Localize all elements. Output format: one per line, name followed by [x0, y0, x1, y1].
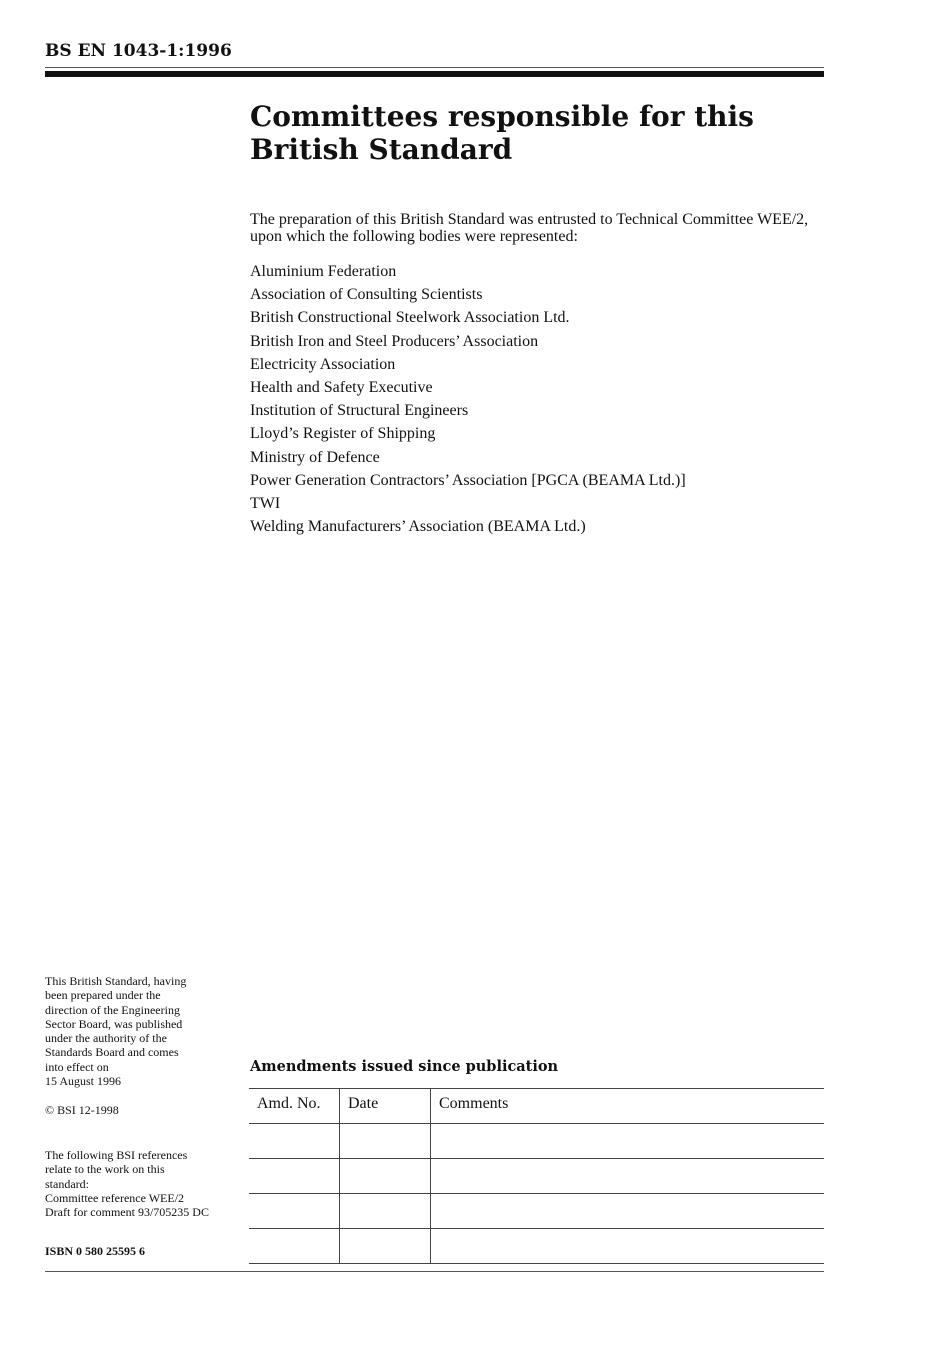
body-item: Association of Consulting Scientists: [250, 286, 483, 304]
body-item: Ministry of Defence: [250, 448, 380, 466]
publication-note-line: Sector Board, was published: [45, 1016, 183, 1031]
page-title-line-2: British Standard: [250, 133, 513, 166]
comments-cell: [431, 1124, 825, 1159]
references-note-line: relate to the work on this: [45, 1162, 165, 1177]
body-item: Welding Manufacturers’ Association (BEAMA Ltd.): [250, 518, 586, 536]
references-note-line: standard:: [45, 1176, 89, 1191]
amendments-table: [249, 1088, 824, 1264]
column-header-comments: Comments: [431, 1089, 825, 1124]
publication-note: [45, 974, 245, 1088]
body-item: Power Generation Contractors’ Association [PGCA (BEAMA Ltd.)]: [250, 471, 686, 489]
comments-cell: [431, 1194, 825, 1229]
amendments-title: Amendments issued since publication: [250, 1058, 559, 1075]
amd-no-cell: [249, 1229, 340, 1264]
table-row: [249, 1159, 824, 1194]
body-item: TWI: [250, 494, 281, 512]
isbn: ISBN 0 580 25595 6: [45, 1244, 146, 1258]
publication-note-line: into effect on: [45, 1059, 109, 1074]
amendments-header-row: [249, 1089, 824, 1124]
body-item: British Constructional Steelwork Association Ltd.: [250, 309, 570, 327]
table-row: [249, 1194, 824, 1229]
publication-note-line: Standards Board and comes: [45, 1045, 179, 1060]
date-cell: [340, 1124, 431, 1159]
publication-note-line: been prepared under the: [45, 988, 161, 1003]
page-title: [250, 100, 810, 166]
represented-bodies-list: [250, 263, 686, 541]
column-header-amd-no: Amd. No.: [249, 1089, 340, 1124]
body-item: Health and Safety Executive: [250, 378, 433, 396]
body-item: Electricity Association: [250, 355, 396, 373]
comments-cell: [431, 1229, 825, 1264]
footer-rule: [45, 1271, 824, 1272]
references-note-line: Committee reference WEE/2: [45, 1190, 185, 1205]
intro-paragraph: The preparation of this British Standard was entrusted to Technical Committee WEE/2, upon which the following bodies were represented:: [250, 211, 809, 245]
page-title-line-1: Committees responsible for this: [250, 100, 754, 133]
table-row: [249, 1124, 824, 1159]
header-thick-rule: [45, 71, 824, 77]
bsi-references-note: [45, 1148, 245, 1219]
document-code: BS EN 1043-1:1996: [45, 41, 232, 61]
publication-note-line: under the authority of the: [45, 1031, 167, 1046]
references-note-line: Draft for comment 93/705235 DC: [45, 1205, 209, 1220]
body-item: British Iron and Steel Producers’ Association: [250, 332, 539, 350]
header-thin-rule: [45, 67, 824, 68]
date-cell: [340, 1229, 431, 1264]
copyright-notice: © BSI 12-1998: [45, 1103, 119, 1117]
publication-note-line: This British Standard, having: [45, 974, 187, 988]
date-cell: [340, 1194, 431, 1229]
publication-note-line: 15 August 1996: [45, 1074, 122, 1089]
comments-cell: [431, 1159, 825, 1194]
amd-no-cell: [249, 1124, 340, 1159]
body-item: Institution of Structural Engineers: [250, 402, 469, 420]
body-item: Lloyd’s Register of Shipping: [250, 425, 436, 443]
references-note-line: The following BSI references: [45, 1148, 188, 1162]
body-item: Aluminium Federation: [250, 263, 397, 280]
date-cell: [340, 1159, 431, 1194]
amd-no-cell: [249, 1194, 340, 1229]
publication-note-line: direction of the Engineering: [45, 1002, 180, 1017]
column-header-date: Date: [340, 1089, 431, 1124]
table-row: [249, 1229, 824, 1264]
amd-no-cell: [249, 1159, 340, 1194]
